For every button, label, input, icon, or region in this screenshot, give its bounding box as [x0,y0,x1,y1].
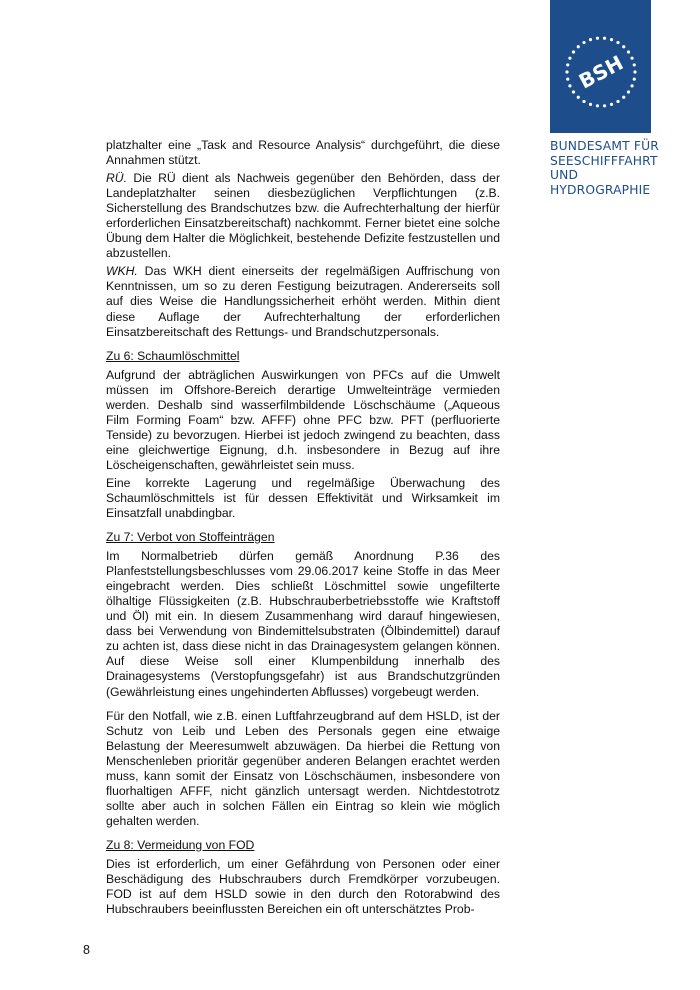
star-dot [589,103,592,106]
wkh-text: Das WKH dient einerseits der regelmäßigen Auffrischung von Kenntnissen, um so zu deren Festigung beizutragen. Andererseits soll auf dies Weise die Handlungssicherheit erhöht werden. Mithin dient diese Auflage der Aufrechterhaltung der erforderlichen Einsatzbereitschaft des Rettungs- und Brandschutzpersonals. [106,264,500,339]
section-heading-6: Zu 6: Schaumlöschmittel [106,348,240,363]
star-dot [616,41,619,44]
section-6-paragraph-1: Aufgrund der abträglichen Auswirkungen von PFCs auf die Umwelt müssen im Offshore-Bereich derartige Umwelteinträge vermieden werden. Deshalb sind wasserfilmbildende Löschschäume („Aqueous Film Forming Foam“ bzw. AFFF) ohne PFC bzw. PFT (perfluorierte Tenside) zu bevorzugen. Hierbei ist jedoch zwingend zu beachten, dass eine gleichwertige Eignung, d.h. insbesondere in Bezug auf ihre Löscheigenschaften, gewährleistet sein muss. [106,367,500,472]
star-dot [627,50,630,53]
star-dot [566,63,569,66]
bsh-logo [550,0,651,133]
agency-line-3: UND [550,168,579,183]
star-dot [565,70,568,73]
star-dot [577,96,580,99]
star-dot [589,38,592,41]
section-7-paragraph-1: Im Normalbetrieb dürfen gemäß Anordnung P.36 des Planfeststellungsbeschlusses vom 29.06.2017 keine Stoffe in das Meer eingebracht werden. Dies schließt Löschmittel sowie ungefilterte ölhaltige Flüssigkeiten (z.B. Hubschrauberbetriebsstoffe wie Kraftstoff und Öl) mit ein. In diesem Zusammenhang wird darauf hingewiesen, dass bei Verwendung von Bindemittelsubstraten (Ölbindemittel) darauf zu achten ist, dass diese nicht in das Drainagesystem gelangen können. Auf diese Weise soll einer Klumpenbildung innerhalb des Drainagesystems (Verstopfungsgefahr) ist aus Brandschutzgründen (Gewährleistung eines ungehinderten Abflusses) vorgebeugt werden. [106,549,500,699]
page-number: 8 [83,943,90,957]
star-dot [630,84,633,87]
ru-text: Die RÜ dient als Nachweis gegenüber den Behörden, dass der Landeplatzhalter seinen diesbezüglichen Verpflichtungen (z.B. Sicherstellung des Brandschutzes bzw. die Aufrechterhaltung der hierfür erforderlichen Einsatzbereitschaft) nachkommt. Ferner bietet eine solche Übung dem Halter die Möglichkeit, bestehende Defizite festzustellen und abzustellen. [106,171,500,261]
section-heading-7: Zu 7: Verbot von Stoffeinträgen [106,530,275,545]
star-dot [572,90,575,93]
intro-paragraph: platzhalter eine „Task and Resource Analysis“ durchgeführt, die diese Annahmen stützt. [106,138,500,168]
star-dot [616,100,619,103]
bsh-emblem [550,0,651,133]
star-dot [633,70,636,73]
star-dot [610,103,613,106]
star-dot [633,77,636,80]
star-dot [596,104,599,107]
star-dot [622,96,625,99]
section-6-paragraph-2: Eine korrekte Lagerung und regelmäßige Überwachung des Schaumlöschmittels ist für dessen Effektivität und Wirksamkeit im Einsatzfall unabdingbar. [106,475,500,521]
star-dot [603,37,606,40]
agency-name [550,139,700,197]
agency-line-4: HYDROGRAPHIE [550,182,651,197]
star-dot [596,37,599,40]
star-dot [630,57,633,60]
star-dot [603,104,606,107]
star-dot [572,50,575,53]
wkh-lead: WKH. [106,264,138,279]
star-dot [633,63,636,66]
star-dot [582,100,585,103]
star-dot [627,90,630,93]
document-body [106,138,500,920]
star-dot [577,45,580,48]
section-heading-8: Zu 8: Vermeidung von FOD [106,837,255,852]
star-dot [568,84,571,87]
section-7-paragraph-2: Für den Notfall, wie z.B. einen Luftfahrzeugbrand auf dem HSLD, ist der Schutz von Leib und Leben des Personals gegen eine etwaige Belastung der Meeresumwelt abzuwägen. Da hierbei die Rettung von Menschenleben prioritär gegenüber anderen Belangen erachtet werden muss, kann somit der Einsatz von Löschschäumen, insbesondere von fluorhaltigen AFFF, nicht gänzlich untersagt werden. Nichtdestotrotz sollte aber auch in solchen Fällen ein Eintrag so klein wie möglich gehalten werden. [106,708,500,828]
ru-lead: RÜ. [106,171,127,186]
agency-line-1: BUNDESAMT FÜR [550,139,659,153]
agency-line-2: SEESCHIFFFAHRT [550,153,658,168]
star-dot [622,45,625,48]
section-8-paragraph-1: Dies ist erforderlich, um einer Gefährdung von Personen oder einer Beschädigung des Hubschraubers durch Fremdkörper vorzubeugen. FOD ist auf dem HSLD sowie in den durch den Rotorabwind des Hubschraubers beeinflussten Bereichen ein oft unterschätztes Prob- [106,856,500,917]
star-dot [566,77,569,80]
star-dot [610,38,613,41]
ru-paragraph [106,171,500,261]
logo-text: BSH [574,50,628,94]
star-dot [568,57,571,60]
wkh-paragraph [106,264,500,339]
star-dot [582,41,585,44]
